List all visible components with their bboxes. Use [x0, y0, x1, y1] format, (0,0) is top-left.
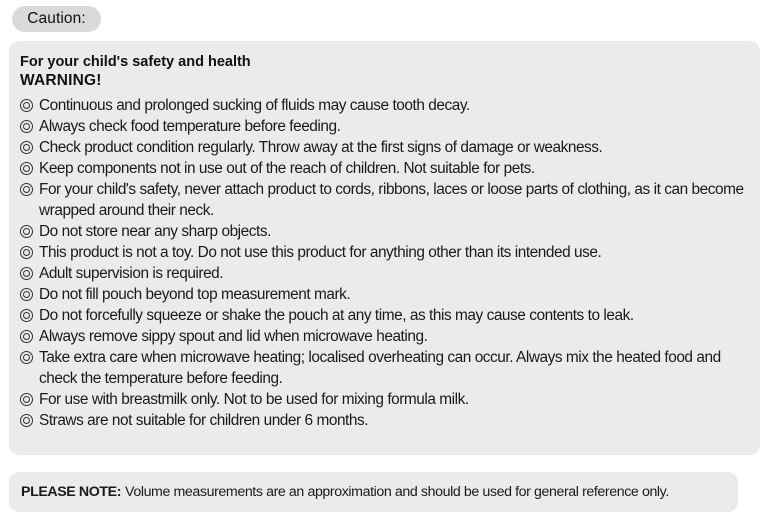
warning-item-text: Adult supervision is required.: [39, 265, 224, 282]
double-circle-bullet-icon: [19, 137, 39, 158]
warning-list-item: [19, 347, 748, 389]
warning-item-text: Continuous and prolonged sucking of fluids may cause tooth decay.: [39, 97, 470, 114]
warning-list-item: [19, 284, 748, 305]
please-note-text: Volume measurements are an approximation and should be used for general reference only.: [125, 484, 669, 500]
warning-list-item: [19, 95, 748, 116]
warning-list: [19, 95, 748, 431]
warning-item-text: Check product condition regularly. Throw away at the first signs of damage or weakness.: [39, 139, 603, 156]
double-circle-bullet-icon: [19, 284, 39, 305]
please-note-panel: [9, 472, 738, 512]
double-circle-bullet-icon: [19, 116, 39, 137]
warning-list-item: [19, 179, 748, 221]
warning-list-item: [19, 305, 748, 326]
warning-item-text: This product is not a toy. Do not use this product for anything other than its intended use.: [39, 244, 602, 261]
warning-item-text: For your child's safety, never attach product to cords, ribbons, laces or loose parts of clothing, as it can become wrapped around their neck.: [39, 181, 744, 219]
double-circle-bullet-icon: [19, 410, 39, 431]
warning-list-item: [19, 221, 748, 242]
warning-list-item: [19, 158, 748, 179]
warning-item-text: Always check food temperature before feeding.: [39, 118, 341, 135]
double-circle-bullet-icon: [19, 347, 39, 368]
warning-item-text: For use with breastmilk only. Not to be used for mixing formula milk.: [39, 391, 469, 408]
warning-item-text: Always remove sippy spout and lid when microwave heating.: [39, 328, 428, 345]
please-note-label: PLEASE NOTE:: [21, 484, 122, 500]
warning-item-text: Take extra care when microwave heating; localised overheating can occur. Always mix the heated food and check the temperature before feeding.: [39, 349, 721, 387]
warning-list-item: [19, 410, 748, 431]
double-circle-bullet-icon: [19, 179, 39, 200]
warning-list-item: [19, 389, 748, 410]
warning-panel: [9, 41, 760, 455]
warning-item-text: Do not fill pouch beyond top measurement mark.: [39, 286, 351, 303]
double-circle-bullet-icon: [19, 95, 39, 116]
double-circle-bullet-icon: [19, 389, 39, 410]
safety-heading: For your child's safety and health: [20, 54, 251, 70]
double-circle-bullet-icon: [19, 158, 39, 179]
warning-title: WARNING!: [20, 72, 102, 89]
double-circle-bullet-icon: [19, 305, 39, 326]
warning-list-item: [19, 326, 748, 347]
warning-item-text: Keep components not in use out of the reach of children. Not suitable for pets.: [39, 160, 535, 177]
warning-item-text: Straws are not suitable for children under 6 months.: [39, 412, 369, 429]
warning-list-item: [19, 263, 748, 284]
warning-list-item: [19, 242, 748, 263]
warning-item-text: Do not forcefully squeeze or shake the pouch at any time, as this may cause contents to leak.: [39, 307, 634, 324]
double-circle-bullet-icon: [19, 326, 39, 347]
warning-list-item: [19, 137, 748, 158]
caution-label-text: Caution:: [27, 10, 86, 27]
double-circle-bullet-icon: [19, 242, 39, 263]
double-circle-bullet-icon: [19, 263, 39, 284]
caution-label: [12, 6, 101, 32]
warning-list-item: [19, 116, 748, 137]
warning-item-text: Do not store near any sharp objects.: [39, 223, 271, 240]
double-circle-bullet-icon: [19, 221, 39, 242]
